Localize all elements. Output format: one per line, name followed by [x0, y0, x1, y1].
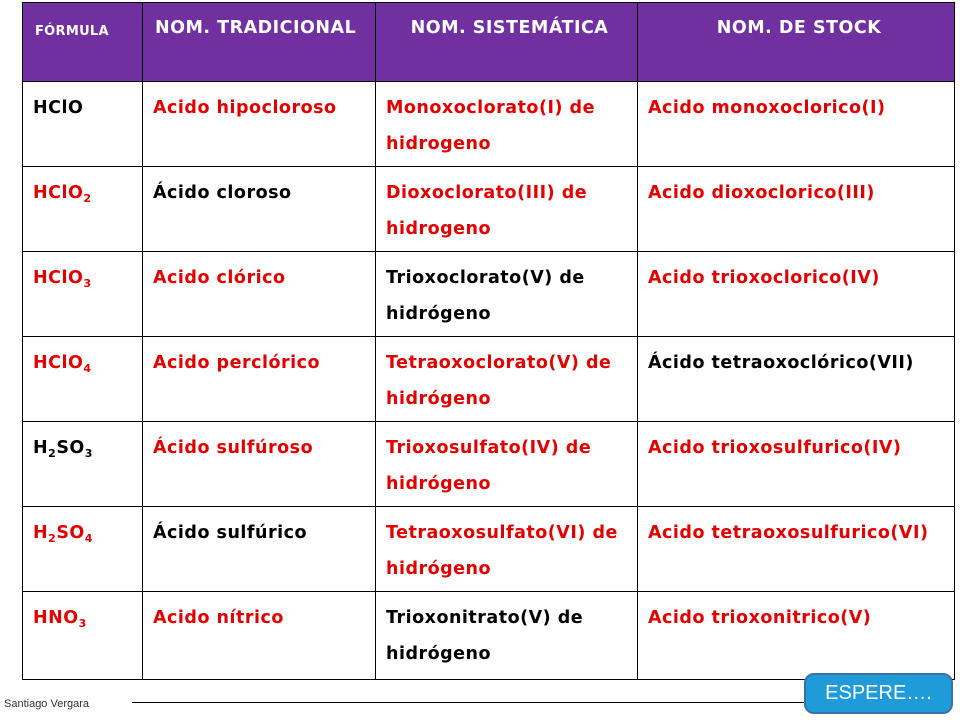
- author-credit: Santiago Vergara: [4, 698, 90, 710]
- sistematica-cell: Trioxonitrato(V) de hidrógeno: [376, 592, 638, 680]
- formula-text: HClO: [33, 353, 84, 373]
- formula-cell: [23, 422, 143, 507]
- header-stock: NOM. DE STOCK: [638, 3, 955, 82]
- formula-cell: [23, 167, 143, 252]
- formula-text: H: [33, 438, 49, 458]
- table-row: [23, 337, 955, 422]
- formula-subscript: 4: [84, 532, 93, 545]
- table-header-row: [23, 3, 955, 82]
- header-tradicional: NOM. TRADICIONAL: [143, 3, 376, 82]
- stock-cell: Ácido tetraoxoclórico(VII): [638, 337, 955, 422]
- formula-text: SO: [56, 438, 85, 458]
- tradicional-cell: Acido hipocloroso: [143, 82, 376, 167]
- formula-cell: [23, 337, 143, 422]
- header-sistematica: NOM. SISTEMÁTICA: [376, 3, 638, 82]
- formula-cell: [23, 82, 143, 167]
- formula-subscript: 3: [78, 617, 87, 630]
- formula-subscript: 3: [83, 277, 92, 290]
- formula-subscript: 2: [48, 447, 57, 460]
- formula-subscript: 2: [83, 192, 92, 205]
- table-row: [23, 422, 955, 507]
- formula-cell: [23, 592, 143, 680]
- sistematica-cell: Dioxoclorato(III) de hidrogeno: [376, 167, 638, 252]
- stock-cell: Acido trioxonitrico(V): [638, 592, 955, 680]
- formula-cell: [23, 507, 143, 592]
- formula-text: HClO: [33, 98, 84, 118]
- sistematica-cell: Trioxoclorato(V) de hidrógeno: [376, 252, 638, 337]
- stock-cell: Acido monoxoclorico(I): [638, 82, 955, 167]
- tradicional-cell: Acido perclórico: [143, 337, 376, 422]
- stock-cell: Acido dioxoclorico(III): [638, 167, 955, 252]
- table-row: [23, 82, 955, 167]
- tradicional-cell: Ácido cloroso: [143, 167, 376, 252]
- sistematica-cell: Tetraoxosulfato(VI) de hidrógeno: [376, 507, 638, 592]
- formula-text: HNO: [33, 608, 79, 628]
- sistematica-cell: Monoxoclorato(I) de hidrogeno: [376, 82, 638, 167]
- stock-cell: Acido tetraoxosulfurico(VI): [638, 507, 955, 592]
- sistematica-cell: Trioxosulfato(IV) de hidrógeno: [376, 422, 638, 507]
- formula-text: HClO: [33, 183, 84, 203]
- table-row: [23, 592, 955, 680]
- tradicional-cell: Ácido sulfúrico: [143, 507, 376, 592]
- table-row: [23, 167, 955, 252]
- formula-text: HClO: [33, 268, 84, 288]
- acids-nomenclature-table: [22, 2, 955, 680]
- tradicional-cell: Acido nítrico: [143, 592, 376, 680]
- header-formula: FÓRMULA: [23, 3, 143, 82]
- espere-button[interactable]: ESPERE….: [804, 673, 953, 714]
- formula-subscript: 3: [84, 447, 93, 460]
- stock-cell: Acido trioxoclorico(IV): [638, 252, 955, 337]
- table-row: [23, 252, 955, 337]
- tradicional-cell: Acido clórico: [143, 252, 376, 337]
- formula-subscript: 2: [48, 532, 57, 545]
- tradicional-cell: Ácido sulfúroso: [143, 422, 376, 507]
- table-row: [23, 507, 955, 592]
- formula-cell: [23, 252, 143, 337]
- divider: [132, 702, 808, 703]
- formula-subscript: 4: [83, 362, 92, 375]
- sistematica-cell: Tetraoxoclorato(V) de hidrógeno: [376, 337, 638, 422]
- formula-text: SO: [56, 523, 85, 543]
- stock-cell: Acido trioxosulfurico(IV): [638, 422, 955, 507]
- formula-text: H: [33, 523, 49, 543]
